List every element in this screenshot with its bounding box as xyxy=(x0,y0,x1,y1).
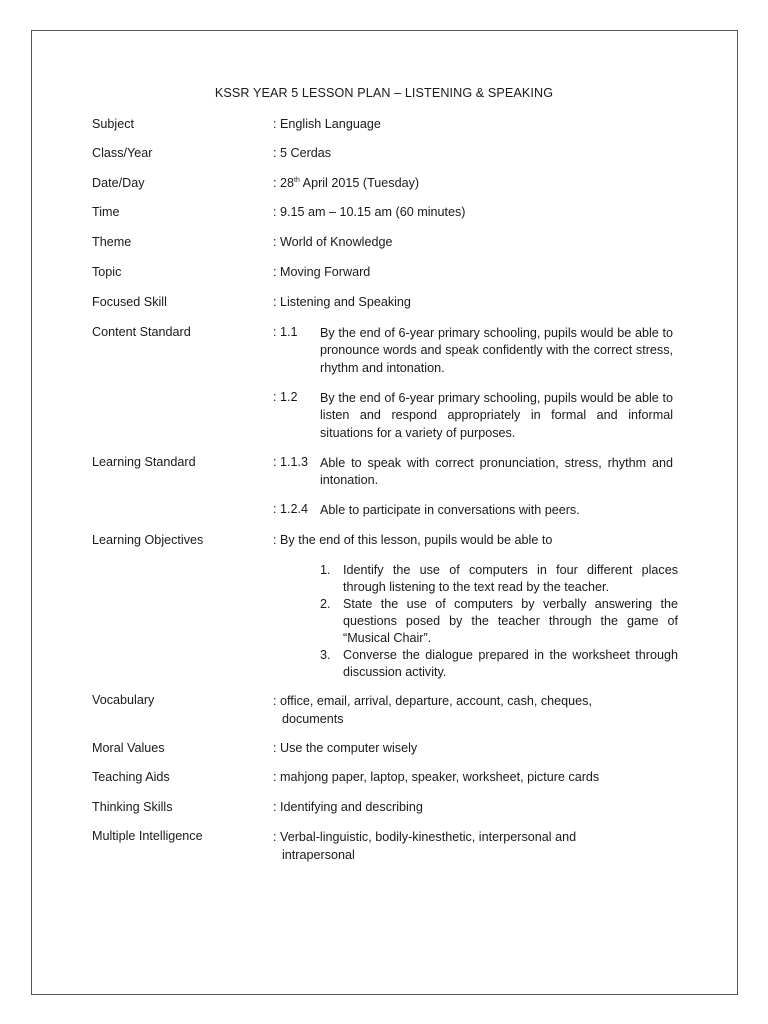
field-label: Topic xyxy=(92,265,122,279)
field-label: Teaching Aids xyxy=(92,770,170,784)
standard-text: By the end of 6-year primary schooling, pupils would be able to pronounce words and speak confidently with the correct stress, rhythm and intonation. xyxy=(320,326,673,375)
standard-number: : 1.1 xyxy=(273,325,298,339)
field-label: Vocabulary xyxy=(92,693,155,707)
field-value xyxy=(273,829,643,864)
field-value: : Moving Forward xyxy=(273,265,371,279)
date-suffix: April 2015 (Tuesday) xyxy=(299,176,420,190)
item-number: 3. xyxy=(320,648,331,662)
field-label: Learning Standard xyxy=(92,455,196,469)
standard-text: By the end of 6-year primary schooling, pupils would be able to listen and respond appropriately in formal and informal situations for a variety of purposes. xyxy=(320,391,673,440)
field-value: : English Language xyxy=(273,117,381,131)
field-label: Theme xyxy=(92,235,132,249)
field-value xyxy=(273,693,643,728)
item-text: Converse the dialogue prepared in the worksheet through discussion activity. xyxy=(343,648,678,679)
field-value: : mahjong paper, laptop, speaker, worksheet, picture cards xyxy=(273,770,600,784)
item-number: 2. xyxy=(320,597,331,611)
value-line: intrapersonal xyxy=(282,847,355,862)
standard-text: Able to participate in conversations with peers. xyxy=(320,503,580,517)
field-label: Focused Skill xyxy=(92,295,167,309)
list-item xyxy=(320,596,678,647)
document-title: KSSR YEAR 5 LESSON PLAN – LISTENING & SPEAKING xyxy=(214,86,554,100)
field-value: : World of Knowledge xyxy=(273,235,393,249)
list-item xyxy=(320,647,678,681)
value-line: : office, email, arrival, departure, account, cash, cheques, xyxy=(273,694,592,708)
objectives-list xyxy=(320,562,678,681)
field-value xyxy=(273,176,419,190)
item-text: Identify the use of computers in four different places through listening to the text read by the teacher. xyxy=(343,563,678,594)
field-value: : Listening and Speaking xyxy=(273,295,411,309)
item-text: State the use of computers by verbally answering the questions posed by the teacher through the game of “Musical Chair”. xyxy=(343,597,678,645)
item-number: 1. xyxy=(320,563,331,577)
field-label: Content Standard xyxy=(92,325,191,339)
standard-number: : 1.1.3 xyxy=(273,455,309,469)
field-label: Thinking Skills xyxy=(92,800,173,814)
standard-text: Able to speak with correct pronunciation, stress, rhythm and intonation. xyxy=(320,456,673,488)
list-item xyxy=(320,562,678,596)
field-label: Moral Values xyxy=(92,741,165,755)
standard-number: : 1.2.4 xyxy=(273,502,309,516)
field-label: Date/Day xyxy=(92,176,145,190)
field-label: Learning Objectives xyxy=(92,533,204,547)
field-label: Subject xyxy=(92,117,135,131)
standard-number: : 1.2 xyxy=(273,390,298,404)
field-label: Time xyxy=(92,205,120,219)
field-label: Class/Year xyxy=(92,146,153,160)
field-value: : 9.15 am – 10.15 am (60 minutes) xyxy=(273,205,466,219)
value-line: documents xyxy=(282,711,344,726)
objectives-intro: : By the end of this lesson, pupils would be able to xyxy=(273,533,553,547)
field-value: : Identifying and describing xyxy=(273,800,423,814)
field-label: Multiple Intelligence xyxy=(92,829,203,843)
field-value: : 5 Cerdas xyxy=(273,146,332,160)
field-value: : Use the computer wisely xyxy=(273,741,418,755)
date-prefix: : 28 xyxy=(273,176,295,190)
date-ordinal: th xyxy=(294,177,300,184)
value-line: : Verbal-linguistic, bodily-kinesthetic, interpersonal and xyxy=(273,830,577,844)
